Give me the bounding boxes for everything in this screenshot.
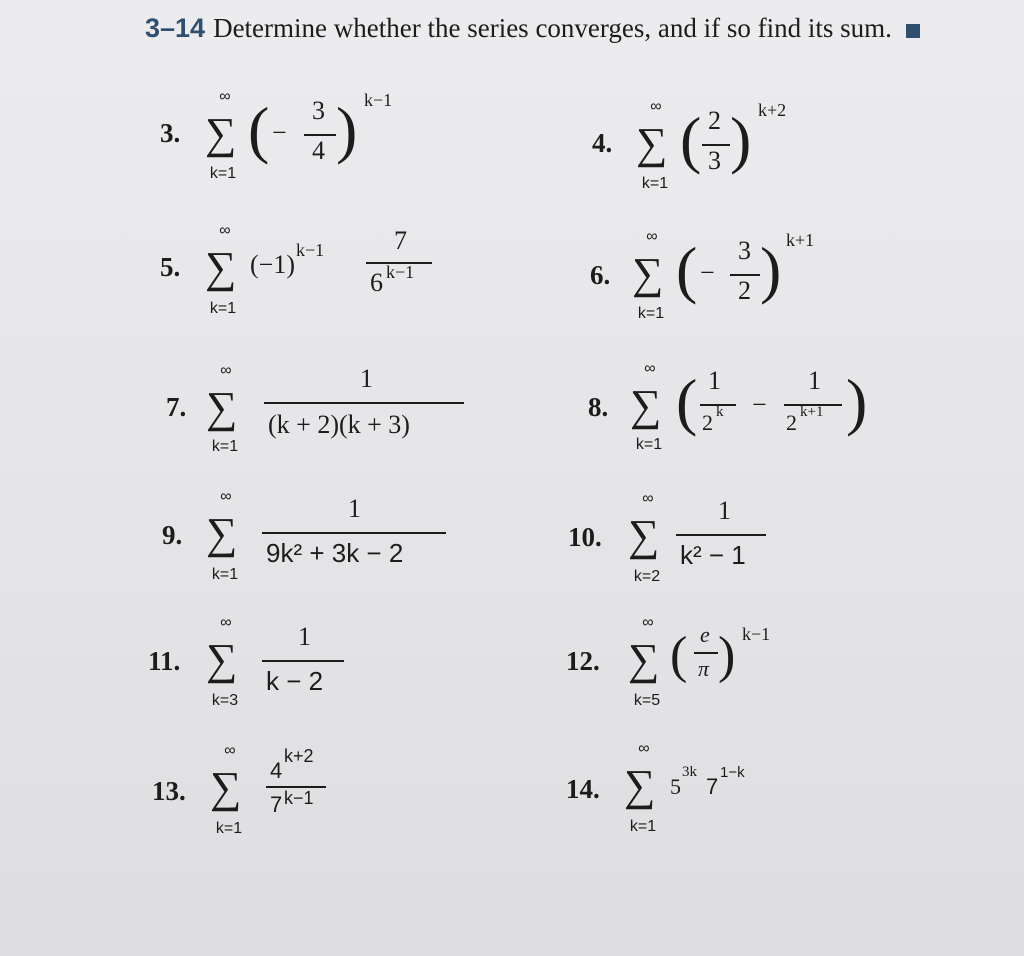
problem-instructions <box>145 8 1005 48</box>
upper-limit: ∞ <box>224 742 236 759</box>
instructions-text: Determine whether the series converges, and if so find its sum. <box>213 13 892 43</box>
upper-limit: ∞ <box>646 228 658 245</box>
lower-limit: k=1 <box>209 165 237 182</box>
problem-number: 7. <box>166 392 187 422</box>
lower-limit: k=1 <box>209 300 237 317</box>
lower-limit: k=1 <box>629 818 657 835</box>
numerator: 3 <box>738 236 751 265</box>
fraction-bar <box>264 402 464 404</box>
numerator: 7 <box>394 226 407 255</box>
problem-number: 11. <box>148 646 181 676</box>
exponent: k+2 <box>758 100 787 120</box>
denominator: 2 <box>738 276 751 305</box>
numerator-base: 4 <box>270 758 283 783</box>
sigma-symbol: ∑ <box>206 509 238 558</box>
sigma-symbol: ∑ <box>628 511 660 560</box>
lower-limit: k=5 <box>633 692 661 709</box>
fraction-bar <box>262 660 344 662</box>
problem-number: 4. <box>592 128 613 158</box>
numerator: 1 <box>298 622 311 651</box>
problem-number: 12. <box>566 646 600 676</box>
denominator-exponent: k−1 <box>284 788 314 808</box>
lower-limit: k=1 <box>641 175 669 192</box>
sigma-symbol: ∑ <box>206 635 238 684</box>
denominator: (k + 2)(k + 3) <box>268 410 410 439</box>
problem-range: 3–14 <box>145 13 206 43</box>
upper-limit: ∞ <box>219 222 231 239</box>
numerator: 3 <box>312 96 325 125</box>
numerator: 1 <box>718 496 731 525</box>
minus-sign: − <box>752 390 767 419</box>
denominator: 9k² + 3k − 2 <box>266 538 404 568</box>
problem-number: 8. <box>588 392 609 422</box>
denominator: 3 <box>708 146 721 175</box>
exponent: k+1 <box>786 230 815 250</box>
sigma-symbol: ∑ <box>206 383 238 432</box>
problem-number: 9. <box>162 520 183 550</box>
upper-limit: ∞ <box>219 88 231 105</box>
sigma-symbol: ∑ <box>210 763 242 812</box>
term-exponent-1-minus-k: 1−k <box>720 764 745 781</box>
problem-number: 3. <box>160 118 181 148</box>
numerator-exponent: k+2 <box>284 746 314 766</box>
denominator: π <box>698 656 710 681</box>
fraction-bar <box>676 534 766 536</box>
upper-limit: ∞ <box>642 490 654 507</box>
term-base-5: 5 <box>670 774 681 799</box>
term-base-7: 7 <box>706 774 719 799</box>
second-denominator-base: 2 <box>786 410 797 435</box>
denominator-base: 7 <box>270 792 283 817</box>
upper-limit: ∞ <box>638 740 650 757</box>
second-denominator-exponent: k+1 <box>800 404 824 420</box>
denominator-exponent: k−1 <box>386 262 415 282</box>
exponent: k−1 <box>364 90 393 110</box>
sigma-symbol: ∑ <box>628 635 660 684</box>
numerator: 2 <box>708 106 721 135</box>
upper-limit: ∞ <box>642 614 654 631</box>
sigma-symbol: ∑ <box>205 243 237 292</box>
lower-limit: k=2 <box>633 568 661 585</box>
lower-limit: k=1 <box>211 566 239 583</box>
numerator: e <box>700 622 710 647</box>
problem-number: 6. <box>590 260 611 290</box>
minus-sign: − <box>700 258 715 287</box>
sigma-symbol: ∑ <box>636 119 668 168</box>
upper-limit: ∞ <box>644 360 656 377</box>
denominator: k² − 1 <box>680 540 746 570</box>
first-numerator: 1 <box>708 366 721 395</box>
sigma-symbol: ∑ <box>632 249 664 298</box>
sigma-symbol: ∑ <box>205 109 237 158</box>
upper-limit: ∞ <box>220 362 232 379</box>
denominator: k − 2 <box>266 666 324 696</box>
sign-exponent: k−1 <box>296 240 325 260</box>
denominator: 4 <box>312 136 325 165</box>
end-marker-square-icon <box>906 24 920 38</box>
numerator: 1 <box>348 494 361 523</box>
numerator: 1 <box>360 364 373 393</box>
lower-limit: k=3 <box>211 692 239 709</box>
problem-number: 14. <box>566 774 600 804</box>
exponent: k−1 <box>742 624 771 644</box>
first-denominator-base: 2 <box>702 410 713 435</box>
problem-number: 10. <box>568 522 602 552</box>
upper-limit: ∞ <box>220 614 232 631</box>
sign-base: (−1) <box>250 250 295 279</box>
sigma-symbol: ∑ <box>630 381 662 430</box>
lower-limit: k=1 <box>215 820 243 837</box>
term-exponent-3k: 3k <box>682 764 697 780</box>
fraction-bar <box>694 652 718 654</box>
lower-limit: k=1 <box>635 436 663 453</box>
problem-number: 13. <box>152 776 186 806</box>
lower-limit: k=1 <box>211 438 239 455</box>
second-numerator: 1 <box>808 366 821 395</box>
denominator-base: 6 <box>370 268 383 297</box>
sigma-symbol: ∑ <box>624 761 656 810</box>
upper-limit: ∞ <box>650 98 662 115</box>
problem-number: 5. <box>160 252 181 282</box>
lower-limit: k=1 <box>637 305 665 322</box>
fraction-bar <box>262 532 446 534</box>
first-denominator-exponent: k <box>716 404 724 420</box>
minus-sign: − <box>272 118 287 147</box>
upper-limit: ∞ <box>220 488 232 505</box>
